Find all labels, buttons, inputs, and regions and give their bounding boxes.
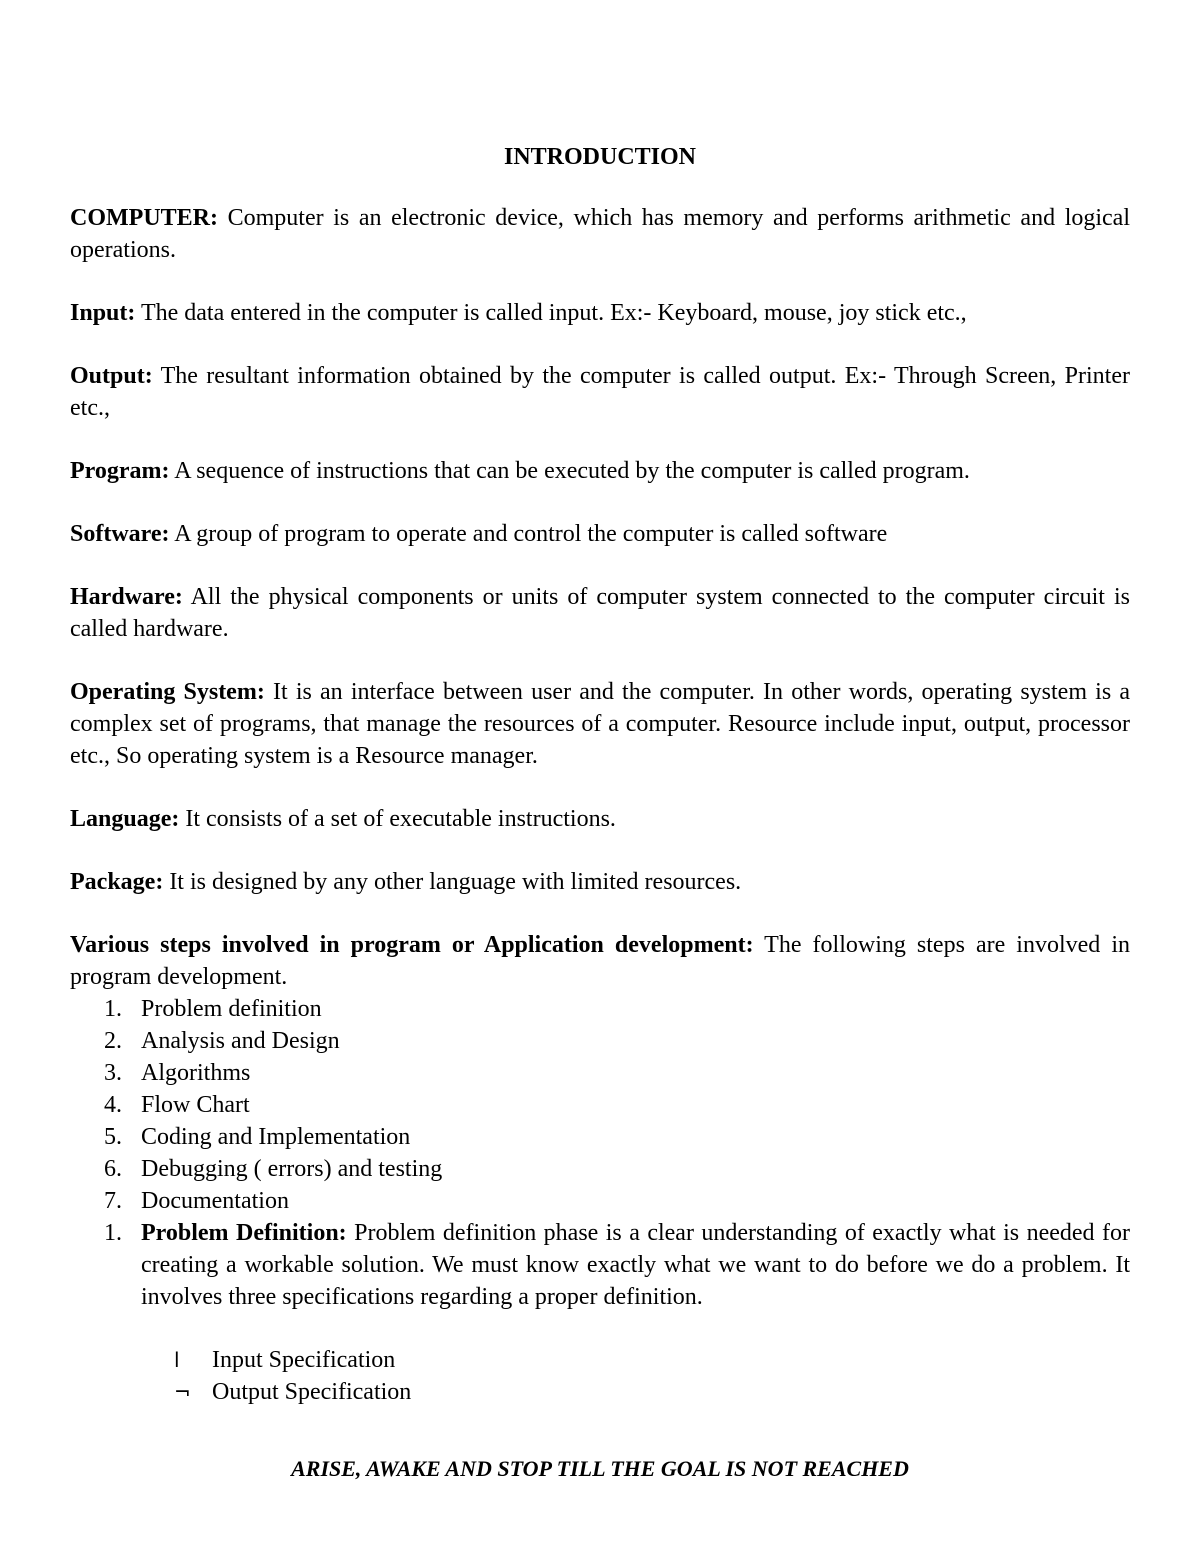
definition-hardware — [70, 581, 1130, 645]
definition-text: It is an interface between user and the computer. In other words, operating system is a complex set of programs, that manage the resources of a computer. Resource include input, output, processor etc., So operating system is a Resource manager. — [70, 679, 1130, 769]
definition-text: Problem definition phase is a clear understanding of exactly what is needed for creating a workable solution. We must know exactly what we want to do before we do a problem. It involves three specifications regarding a proper definition. — [141, 1220, 1130, 1310]
definition-computer — [70, 202, 1130, 266]
definition-text: It is designed by any other language with limited resources. — [163, 869, 742, 895]
list-number: 3. — [104, 1060, 122, 1086]
definition-software — [70, 518, 1130, 550]
list-text: Coding and Implementation — [141, 1124, 411, 1150]
definition-program — [70, 455, 1130, 487]
list-text: Input Specification — [212, 1347, 396, 1373]
definition-language — [70, 803, 1130, 835]
list-item — [70, 1153, 1130, 1185]
list-text: Flow Chart — [141, 1092, 250, 1118]
bullet-icon: l — [174, 1348, 180, 1372]
list-item — [70, 1185, 1130, 1217]
list-text: Algorithms — [141, 1060, 251, 1086]
bullet-icon: ¬ — [174, 1380, 191, 1404]
definition-term: Language: — [70, 806, 180, 832]
definition-term: Problem Definition: — [141, 1220, 347, 1246]
list-number: 7. — [104, 1188, 122, 1214]
definition-term: Hardware: — [70, 584, 183, 610]
list-text: Documentation — [141, 1188, 289, 1214]
definition-text: A sequence of instructions that can be executed by the computer is called program. — [169, 458, 970, 484]
page-title: INTRODUCTION — [503, 144, 697, 170]
definition-term: Software: — [70, 521, 170, 547]
list-number: 5. — [104, 1124, 122, 1150]
list-text: Problem definition — [141, 996, 322, 1022]
definition-term: Output: — [70, 363, 153, 389]
list-number: 1. — [104, 1220, 122, 1246]
definition-term: Input: — [70, 300, 136, 326]
list-number: 4. — [104, 1092, 122, 1118]
list-text: Analysis and Design — [141, 1028, 340, 1054]
definition-output — [70, 360, 1130, 424]
definition-text: All the physical components or units of computer system connected to the computer circuit is called hardware. — [70, 584, 1130, 642]
specifications-list — [70, 1344, 1130, 1408]
definition-development-steps — [70, 929, 1130, 993]
definition-text: It consists of a set of executable instructions. — [179, 806, 616, 832]
definition-term: Program: — [70, 458, 170, 484]
problem-definition-item — [70, 1217, 1130, 1313]
definition-text: The following steps are involved in program development. — [70, 932, 1130, 990]
definition-package — [70, 866, 1130, 898]
document-page — [70, 140, 1130, 1408]
list-number: 2. — [104, 1028, 122, 1054]
list-item — [70, 1376, 1130, 1408]
list-item — [70, 1344, 1130, 1376]
definition-term: COMPUTER: — [70, 205, 218, 231]
list-item — [70, 1089, 1130, 1121]
definition-term: Various steps involved in program or Application development: — [70, 932, 754, 958]
list-text: Debugging ( errors) and testing — [141, 1156, 443, 1182]
definition-text: A group of program to operate and control the computer is called software — [169, 521, 888, 547]
definition-term: Operating System: — [70, 679, 265, 705]
list-item — [70, 993, 1130, 1025]
definition-text: Computer is an electronic device, which has memory and performs arithmetic and logical operations. — [70, 205, 1130, 263]
list-number: 1. — [104, 996, 122, 1022]
list-item — [70, 1121, 1130, 1153]
definition-operating-system — [70, 676, 1130, 772]
definition-text: The resultant information obtained by the computer is called output. Ex:- Through Screen, Printer etc., — [70, 363, 1130, 421]
definition-text: The data entered in the computer is called input. Ex:- Keyboard, mouse, joy stick etc., — [135, 300, 967, 326]
list-item — [70, 1025, 1130, 1057]
steps-list — [70, 993, 1130, 1313]
list-number: 6. — [104, 1156, 122, 1182]
definition-term: Package: — [70, 869, 164, 895]
list-item — [70, 1057, 1130, 1089]
list-text: Output Specification — [212, 1379, 412, 1405]
page-footer: ARISE, AWAKE AND STOP TILL THE GOAL IS NOT REACHED — [291, 1456, 909, 1481]
definition-input — [70, 297, 1130, 329]
